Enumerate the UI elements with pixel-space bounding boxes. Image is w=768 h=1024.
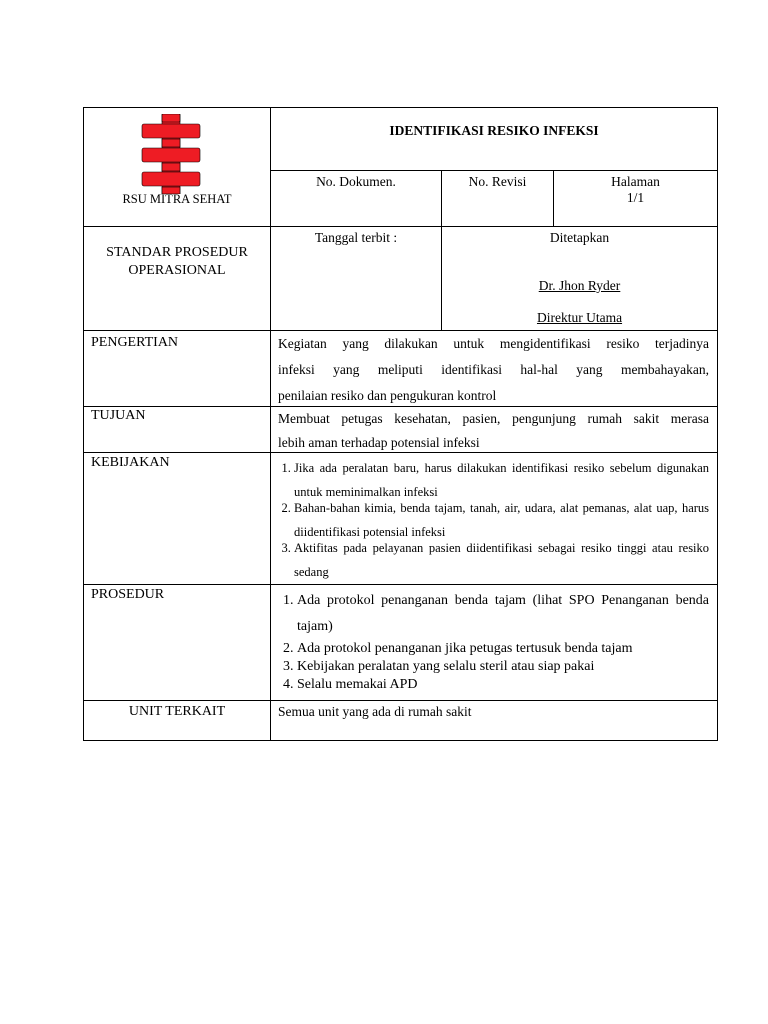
pengertian-line: penilaian resiko dan pengukuran kontrol (278, 388, 497, 403)
kebijakan-item: 2. Bahan-bahan kimia, benda tajam, tanah, air, udara, alat pemanas, alat uap, harus diidentifikasi potensial infeksi (294, 496, 709, 544)
sop-title-line1: STANDAR PROSEDUR (106, 245, 248, 260)
prosedur-item: 2. Ada protokol penanganan jika petugas tertusuk benda tajam (297, 640, 709, 658)
issue-date-label: Tanggal terbit : (271, 227, 442, 331)
unit-terkait-label: UNIT TERKAIT (84, 701, 271, 741)
prosedur-item: 1. Ada protokol penanganan benda tajam (lihat SPO Penanganan benda tajam) (297, 588, 709, 640)
kebijakan-item: 3. Aktifitas pada pelayanan pasien diidentifikasi sebagai resiko tinggi atau resiko sedang (294, 536, 709, 584)
pengertian-line: Kegiatan yang dilakukan untuk mengidentifikasi resiko terjadinya (278, 336, 710, 351)
page-value: 1/1 (626, 189, 645, 205)
page-info (554, 170, 718, 226)
prosedur-item: 3. Kebijakan peralatan yang selalu steril atau siap pakai (297, 658, 709, 676)
prosedur-label: PROSEDUR (84, 585, 271, 701)
tujuan-label: TUJUAN (84, 407, 271, 453)
revision-number-label: No. Revisi (442, 170, 554, 226)
document-title: IDENTIFIKASI RESIKO INFEKSI (271, 108, 718, 171)
document-number-label: No. Dokumen. (271, 170, 442, 226)
sop-title-line2: OPERASIONAL (128, 263, 226, 278)
tujuan-line: Membuat petugas kesehatan, pasien, pengunjung rumah sakit merasa (278, 411, 710, 426)
prosedur-content (271, 585, 718, 701)
pengertian-line: infeksi yang meliputi identifikasi hal-hal yang membahayakan, (278, 362, 710, 377)
tujuan-line: lebih aman terhadap potensial infeksi (278, 435, 480, 450)
pengertian-content (271, 331, 718, 407)
established-label: Ditetapkan (549, 230, 610, 245)
signatory-name: Dr. Jhon Ryder (538, 278, 621, 293)
sop-title (84, 227, 271, 331)
tujuan-content (271, 407, 718, 453)
hospital-name: RSU MITRA SEHAT (122, 192, 232, 206)
signatory-title: Direktur Utama (536, 310, 623, 325)
hospital-logo-icon (140, 114, 202, 194)
kebijakan-item: 1. Jika ada peralatan baru, harus dilakukan identifikasi resiko sebelum digunakan untuk meminimalkan infeksi (294, 456, 709, 504)
kebijakan-label: KEBIJAKAN (84, 453, 271, 585)
logo-cell (84, 108, 271, 227)
sop-document-table (83, 107, 718, 741)
prosedur-list (278, 588, 709, 694)
unit-terkait-value: Semua unit yang ada di rumah sakit (271, 701, 718, 741)
prosedur-item: 4. Selalu memakai APD (297, 676, 709, 694)
kebijakan-list (278, 456, 709, 584)
kebijakan-content (271, 453, 718, 585)
page-label: Halaman (611, 173, 660, 189)
established-block (442, 227, 718, 331)
pengertian-label: PENGERTIAN (84, 331, 271, 407)
